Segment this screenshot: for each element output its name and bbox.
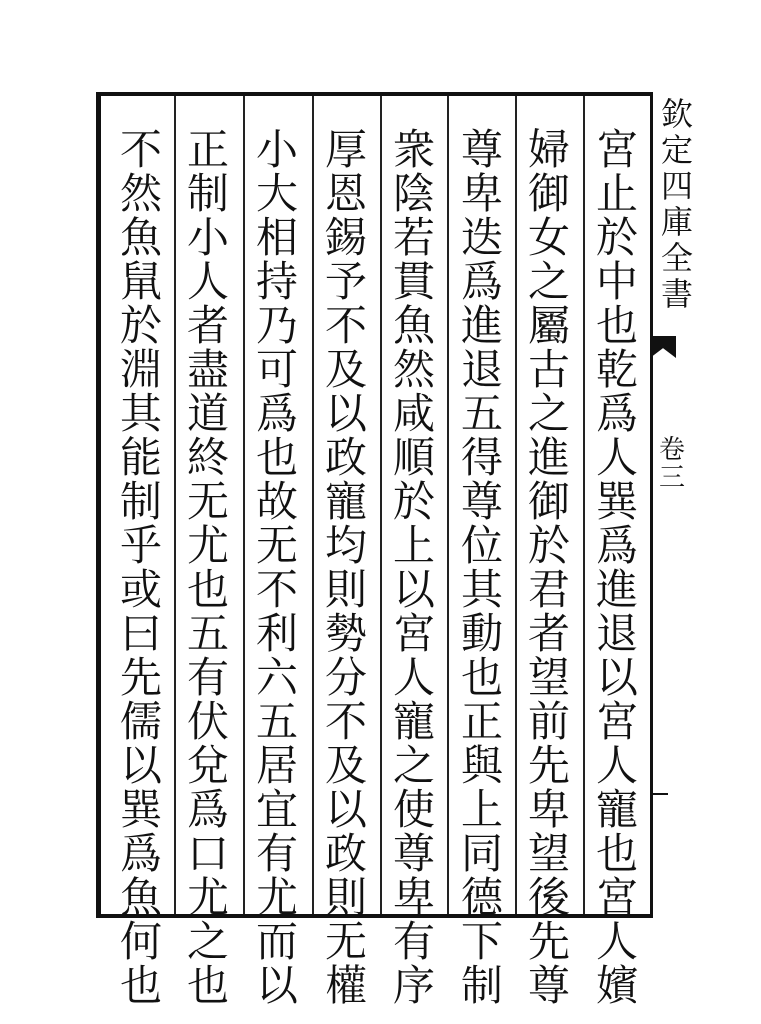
column-7-char: 爲 (186, 785, 229, 834)
column-5-char: 以 (324, 389, 367, 438)
column-7-char: 道 (186, 389, 229, 438)
column-6-char: 居 (255, 741, 298, 790)
column-3-char: 爲 (460, 257, 503, 306)
text-column-5 (315, 125, 377, 1010)
title-char: 欽 (660, 95, 693, 133)
column-4-char: 序 (392, 961, 435, 1010)
text-column-2 (518, 125, 580, 1010)
column-5-char: 无 (324, 917, 367, 966)
column-8-char: 乎 (119, 521, 162, 570)
text-column-4 (383, 125, 445, 1010)
column-1-char: 巽 (595, 477, 638, 526)
column-8-char: 以 (119, 741, 162, 790)
column-6-char: 无 (255, 521, 298, 570)
column-3-char: 尊 (460, 477, 503, 526)
title-char: 書 (660, 275, 693, 313)
column-7-char: 有 (186, 653, 229, 702)
column-8-char: 能 (119, 433, 162, 482)
column-7-char: 盡 (186, 345, 229, 394)
column-8-char: 魚 (119, 213, 162, 262)
column-8-char: 先 (119, 653, 162, 702)
column-8-char: 爲 (119, 829, 162, 878)
column-2-char: 望 (527, 653, 570, 702)
juan-char: 三 (658, 463, 685, 493)
column-5-char: 均 (324, 521, 367, 570)
column-2-char: 古 (527, 345, 570, 394)
column-divider (312, 96, 314, 914)
column-4-char: 貫 (392, 257, 435, 306)
column-6-char: 宜 (255, 785, 298, 834)
column-1-char: 宮 (595, 697, 638, 746)
volume-label (652, 436, 692, 492)
column-7-char: 人 (186, 257, 229, 306)
column-3-char: 同 (460, 829, 503, 878)
column-6-char: 五 (255, 697, 298, 746)
column-2-char: 者 (527, 609, 570, 658)
column-8-char: 也 (119, 961, 162, 1010)
column-6-char: 而 (255, 917, 298, 966)
column-1-char: 爲 (595, 521, 638, 570)
column-2-char: 於 (527, 521, 570, 570)
column-2-char: 婦 (527, 125, 570, 174)
column-6-char: 可 (255, 345, 298, 394)
column-6-char: 尤 (255, 873, 298, 922)
column-5-char: 權 (324, 961, 367, 1010)
column-7-char: 制 (186, 169, 229, 218)
column-1-char: 退 (595, 609, 638, 658)
column-4-char: 順 (392, 433, 435, 482)
column-8-char: 於 (119, 301, 162, 350)
column-divider (515, 96, 517, 914)
column-5-char: 厚 (324, 125, 367, 174)
column-4-char: 然 (392, 345, 435, 394)
column-2-char: 之 (527, 257, 570, 306)
column-divider (243, 96, 245, 914)
column-8-char: 其 (119, 389, 162, 438)
title-char: 四 (660, 167, 693, 205)
text-column-6 (246, 125, 308, 1010)
column-8-char: 䑕 (119, 257, 162, 306)
column-4-char: 使 (392, 785, 435, 834)
column-5-char: 及 (324, 741, 367, 790)
column-8-char: 巽 (119, 785, 162, 834)
column-8-char: 曰 (119, 609, 162, 658)
column-3-char: 尊 (460, 125, 503, 174)
column-5-char: 以 (324, 785, 367, 834)
column-1-char: 於 (595, 213, 638, 262)
column-6-char: 乃 (255, 301, 298, 350)
juan-char: 卷 (658, 435, 685, 465)
column-7-char: 正 (186, 125, 229, 174)
column-1-char: 宮 (595, 125, 638, 174)
column-4-char: 宮 (392, 609, 435, 658)
column-2-char: 屬 (527, 301, 570, 350)
column-4-char: 衆 (392, 125, 435, 174)
column-divider (583, 96, 585, 914)
column-5-char: 分 (324, 653, 367, 702)
column-8-char: 何 (119, 917, 162, 966)
column-3-char: 卑 (460, 169, 503, 218)
column-2-char: 御 (527, 169, 570, 218)
column-4-char: 若 (392, 213, 435, 262)
column-3-char: 其 (460, 565, 503, 614)
column-4-char: 陰 (392, 169, 435, 218)
column-8-char: 或 (119, 565, 162, 614)
column-5-char: 恩 (324, 169, 367, 218)
column-7-char: 也 (186, 961, 229, 1010)
column-8-char: 然 (119, 169, 162, 218)
column-7-char: 尤 (186, 521, 229, 570)
column-3-char: 正 (460, 697, 503, 746)
column-3-char: 迭 (460, 213, 503, 262)
column-7-char: 口 (186, 829, 229, 878)
column-3-char: 進 (460, 301, 503, 350)
column-1-char: 宮 (595, 873, 638, 922)
column-7-char: 五 (186, 609, 229, 658)
column-1-char: 也 (595, 829, 638, 878)
column-4-char: 以 (392, 565, 435, 614)
column-4-char: 於 (392, 477, 435, 526)
title-char: 庫 (660, 203, 693, 241)
title-char: 全 (660, 239, 693, 277)
margin-tick (650, 793, 668, 795)
column-6-char: 持 (255, 257, 298, 306)
column-2-char: 進 (527, 433, 570, 482)
column-6-char: 以 (255, 961, 298, 1010)
column-8-char: 魚 (119, 873, 162, 922)
column-6-char: 利 (255, 609, 298, 658)
column-4-char: 咸 (392, 389, 435, 438)
column-7-char: 兌 (186, 741, 229, 790)
column-3-char: 上 (460, 785, 503, 834)
text-column-8 (110, 125, 172, 1010)
column-4-char: 卑 (392, 873, 435, 922)
book-title-label (652, 96, 702, 326)
column-2-char: 君 (527, 565, 570, 614)
column-1-char: 人 (595, 741, 638, 790)
column-5-char: 予 (324, 257, 367, 306)
column-5-char: 勢 (324, 609, 367, 658)
column-1-char: 人 (595, 433, 638, 482)
column-2-char: 之 (527, 389, 570, 438)
column-4-char: 尊 (392, 829, 435, 878)
column-4-char: 魚 (392, 301, 435, 350)
column-4-char: 上 (392, 521, 435, 570)
column-1-char: 人 (595, 917, 638, 966)
column-3-char: 退 (460, 345, 503, 394)
column-divider (447, 96, 449, 914)
column-1-char: 爲 (595, 389, 638, 438)
column-8-char: 儒 (119, 697, 162, 746)
title-char: 定 (660, 131, 693, 169)
column-3-char: 動 (460, 609, 503, 658)
column-1-char: 以 (595, 653, 638, 702)
column-5-char: 不 (324, 697, 367, 746)
column-7-char: 伏 (186, 697, 229, 746)
column-8-char: 淵 (119, 345, 162, 394)
column-6-char: 故 (255, 477, 298, 526)
column-7-char: 无 (186, 477, 229, 526)
column-2-char: 御 (527, 477, 570, 526)
column-1-char: 寵 (595, 785, 638, 834)
column-5-char: 寵 (324, 477, 367, 526)
column-4-char: 之 (392, 741, 435, 790)
column-3-char: 下 (460, 917, 503, 966)
column-2-char: 後 (527, 873, 570, 922)
column-3-char: 位 (460, 521, 503, 570)
column-2-char: 卑 (527, 785, 570, 834)
column-4-char: 有 (392, 917, 435, 966)
column-7-char: 小 (186, 213, 229, 262)
column-3-char: 得 (460, 433, 503, 482)
column-2-char: 先 (527, 917, 570, 966)
column-1-char: 嬪 (595, 961, 638, 1010)
column-1-char: 中 (595, 257, 638, 306)
column-6-char: 六 (255, 653, 298, 702)
column-7-char: 者 (186, 301, 229, 350)
column-6-char: 也 (255, 433, 298, 482)
column-2-char: 女 (527, 213, 570, 262)
text-column-1 (586, 125, 648, 1010)
column-6-char: 相 (255, 213, 298, 262)
column-6-char: 小 (255, 125, 298, 174)
column-2-char: 前 (527, 697, 570, 746)
column-2-char: 尊 (527, 961, 570, 1010)
column-5-char: 政 (324, 433, 367, 482)
column-4-char: 人 (392, 653, 435, 702)
column-1-char: 也 (595, 301, 638, 350)
column-4-char: 寵 (392, 697, 435, 746)
column-5-char: 錫 (324, 213, 367, 262)
column-divider (380, 96, 382, 914)
column-3-char: 五 (460, 389, 503, 438)
text-column-3 (451, 125, 513, 1010)
column-3-char: 與 (460, 741, 503, 790)
column-2-char: 先 (527, 741, 570, 790)
column-7-char: 終 (186, 433, 229, 482)
column-1-char: 乾 (595, 345, 638, 394)
column-1-char: 止 (595, 169, 638, 218)
fish-tail-mark (650, 336, 676, 358)
column-5-char: 不 (324, 301, 367, 350)
column-divider (174, 96, 176, 914)
column-6-char: 不 (255, 565, 298, 614)
column-6-char: 大 (255, 169, 298, 218)
column-8-char: 制 (119, 477, 162, 526)
column-2-char: 望 (527, 829, 570, 878)
column-7-char: 也 (186, 565, 229, 614)
column-3-char: 制 (460, 961, 503, 1010)
column-6-char: 爲 (255, 389, 298, 438)
column-3-char: 德 (460, 873, 503, 922)
column-7-char: 之 (186, 917, 229, 966)
column-7-char: 尤 (186, 873, 229, 922)
column-5-char: 則 (324, 873, 367, 922)
text-column-7 (177, 125, 239, 1010)
column-6-char: 有 (255, 829, 298, 878)
column-5-char: 則 (324, 565, 367, 614)
column-5-char: 政 (324, 829, 367, 878)
column-5-char: 及 (324, 345, 367, 394)
column-1-char: 進 (595, 565, 638, 614)
column-8-char: 不 (119, 125, 162, 174)
column-3-char: 也 (460, 653, 503, 702)
